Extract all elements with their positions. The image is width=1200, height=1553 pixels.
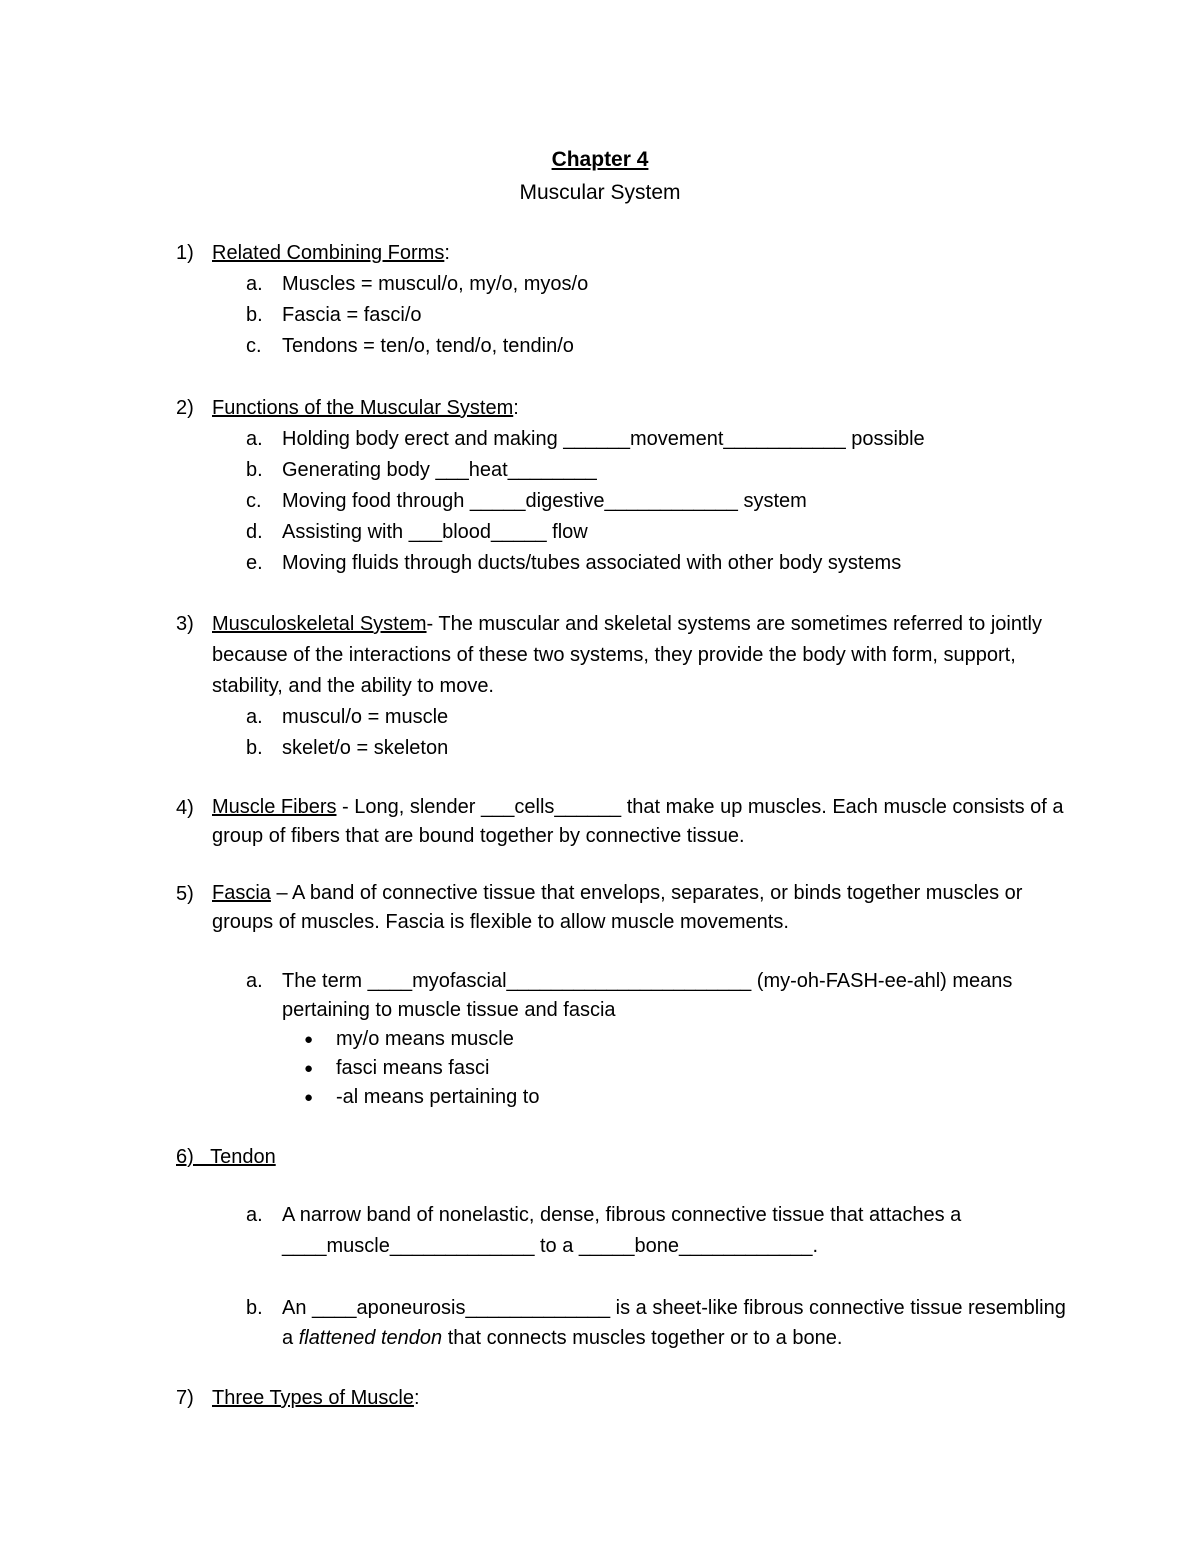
item-label: a. [246, 1204, 263, 1226]
section-paragraph [212, 793, 1076, 851]
bullet-item [304, 1025, 1076, 1054]
section-heading: 6) Tendon [176, 1146, 276, 1168]
section-text: – A band of connective tissue that envelops, separates, or binds together muscles or groups of muscles. Fascia is flexible to allow muscle movements. [212, 882, 1023, 933]
bullet-item [304, 1083, 1076, 1112]
item-text: Assisting with ___blood_____ flow [282, 521, 588, 543]
item-text: The term ____myofascial______________________ (my-oh-FASH-ee-ahl) means pertaining to muscle tissue and fascia [282, 970, 1013, 1021]
item-text: Moving food through _____digestive____________ system [282, 490, 807, 512]
section-heading-line [212, 238, 1076, 269]
section-number: 1) [176, 242, 194, 264]
heading-colon: : [513, 397, 519, 419]
item-label: a. [246, 428, 263, 450]
section-1 [176, 238, 1076, 362]
section-heading: Related Combining Forms [212, 242, 445, 264]
heading-colon: : [413, 1387, 420, 1409]
title-block [0, 144, 1200, 209]
list-item [246, 1200, 1076, 1262]
item-text: skelet/o = skeleton [282, 737, 449, 759]
section-5 [176, 879, 1076, 1112]
heading-colon: : [444, 242, 450, 264]
section-7 [176, 1383, 1076, 1414]
list-item [246, 733, 1076, 764]
item-text: Holding body erect and making ______movement___________ possible [282, 428, 925, 450]
section-number: 7) [176, 1387, 194, 1409]
item-label: b. [246, 304, 263, 326]
section-4 [176, 793, 1076, 851]
section-number: 3) [176, 613, 194, 635]
section-heading: Three Types of Muscle [212, 1387, 414, 1409]
bullet-dot-icon: ● [304, 1031, 314, 1048]
section-text: - The muscular and skeletal systems are sometimes referred to jointly because of the interactions of these two systems, they provide the body with form, support, stability, and the ability to move. [212, 613, 1042, 697]
item-label: a. [246, 706, 263, 728]
section-heading: Fascia [212, 882, 271, 904]
section-paragraph [212, 609, 1076, 702]
bullet-text: fasci means fasci [336, 1057, 490, 1079]
section-6 [176, 1142, 1076, 1353]
list-item [246, 486, 1076, 517]
item-text: muscul/o = muscle [282, 706, 449, 728]
bullet-item [304, 1054, 1076, 1083]
section-heading-line [212, 1383, 1076, 1414]
chapter-title: Chapter 4 [551, 148, 649, 171]
section-heading: Musculoskeletal System [212, 613, 427, 635]
list-item [246, 517, 1076, 548]
list-item [246, 331, 1076, 362]
item-text: A narrow band of nonelastic, dense, fibrous connective tissue that attaches a ____muscle_____________ to a _____bone____________. [282, 1204, 962, 1257]
section-3 [176, 609, 1076, 764]
item-label: a. [246, 273, 263, 295]
item-label: b. [246, 459, 263, 481]
item-label: a. [246, 970, 263, 992]
item-label: c. [246, 335, 262, 357]
bullet-dot-icon: ● [304, 1089, 314, 1106]
bullet-text: -al means pertaining to [336, 1086, 540, 1108]
list-item [246, 702, 1076, 733]
item-label: b. [246, 1297, 263, 1319]
list-item [246, 424, 1076, 455]
list-item [246, 300, 1076, 331]
item-text: An ____aponeurosis_____________ is a sheet-like fibrous connective tissue resembling a [282, 1297, 1066, 1349]
item-text-end: that connects muscles together or to a bone. [442, 1327, 843, 1349]
list-item [246, 269, 1076, 300]
section-2 [176, 393, 1076, 579]
item-text: Generating body ___heat________ [282, 459, 597, 481]
item-italic-text: flattened tendon [298, 1327, 443, 1349]
list-item [246, 1293, 1076, 1353]
section-text: - Long, slender ___cells______ that make up muscles. Each muscle consists of a group of fibers that are bound together by connective tissue. [212, 796, 1064, 847]
item-label: b. [246, 737, 263, 759]
section-number: 4) [176, 797, 194, 819]
item-label: e. [246, 552, 263, 574]
item-text: Moving fluids through ducts/tubes associated with other body systems [282, 552, 902, 574]
chapter-subtitle: Muscular System [519, 181, 681, 204]
section-paragraph [212, 879, 1076, 937]
item-label: c. [246, 490, 262, 512]
item-label: d. [246, 521, 263, 543]
item-text: Muscles = muscul/o, my/o, myos/o [282, 273, 589, 295]
section-number: 2) [176, 397, 194, 419]
bullet-text: my/o means muscle [336, 1028, 514, 1050]
section-heading-line [212, 393, 1076, 424]
list-item [246, 967, 1076, 1025]
list-item [246, 548, 1076, 579]
section-heading: Muscle Fibers [212, 796, 337, 818]
section-number: 5) [176, 883, 194, 905]
bullet-dot-icon: ● [304, 1060, 314, 1077]
section-heading: Functions of the Muscular System [212, 397, 514, 419]
item-text: Tendons = ten/o, tend/o, tendin/o [282, 335, 574, 357]
list-item [246, 455, 1076, 486]
bullet-list [304, 1025, 1076, 1112]
item-text: Fascia = fasci/o [282, 304, 422, 326]
